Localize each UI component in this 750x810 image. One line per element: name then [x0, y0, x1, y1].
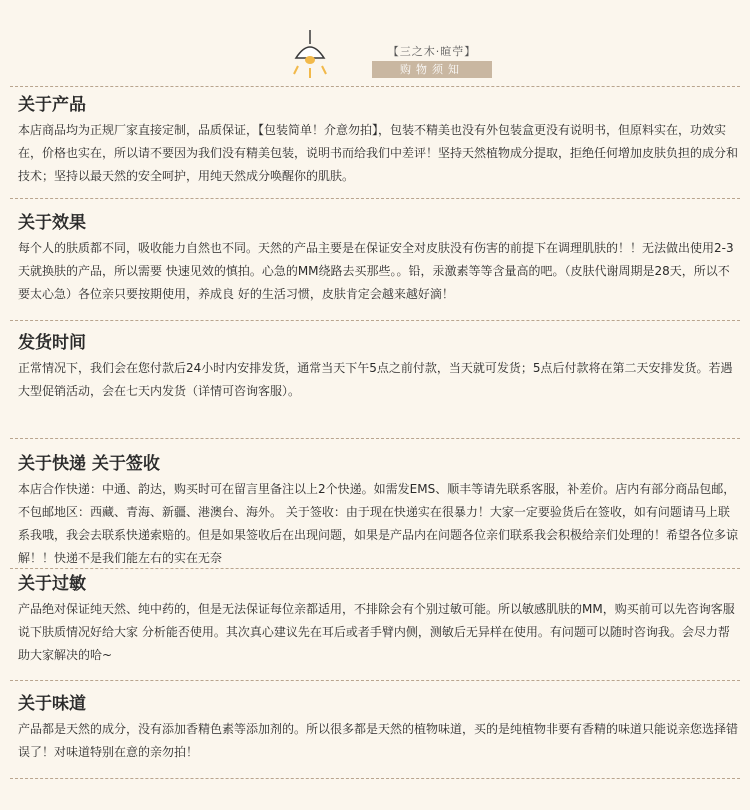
- notice-title: 购物须知: [372, 61, 492, 78]
- section-body: 产品都是天然的成分，没有添加香精色素等添加剂的。所以很多都是天然的植物味道，买的是纯植物非要有香精的味道只能说亲您选择错误了！对味道特别在意的亲勿拍！: [18, 722, 739, 759]
- section-title: 关于产品: [18, 95, 86, 115]
- section-body: 本店商品均为正规厂家直接定制，品质保证，【包装简单！介意勿拍】，包装不精美也没有外包装盒更没有说明书，但原料实在，功效实在，价格也实在，所以请不要因为我们没有精美包装，说明书而给我们中差评！坚持天然植物成分提取，拒绝任何增加皮肤负担的成分和技术；坚持以最天然的安全呵护，用纯天然成分唤醒你的肌肤。: [18, 123, 739, 183]
- header: [0, 0, 750, 86]
- section-title: 关于效果: [18, 213, 86, 233]
- section-title: 发货时间: [18, 333, 86, 353]
- section-body: 正常情况下，我们会在您付款后24小时内安排发货，通常当天下午5点之前付款，当天就可发货；5点后付款将在第二天安排发货。若遇大型促销活动，会在七天内发货（详情可咨询客服）。: [18, 361, 733, 398]
- section-effect: [10, 212, 740, 306]
- section-title: 关于快递 关于签收: [18, 454, 160, 474]
- divider: [10, 568, 740, 569]
- section-title: 关于过敏: [18, 574, 86, 594]
- divider: [10, 438, 740, 439]
- section-title: 关于味道: [18, 694, 86, 714]
- divider: [10, 680, 740, 681]
- section-shipping-time: [10, 332, 740, 403]
- section-product: [10, 94, 740, 188]
- divider: [10, 778, 740, 779]
- section-allergy: [10, 573, 740, 667]
- section-body: 每个人的肤质都不同，吸收能力自然也不同。天然的产品主要是在保证安全对皮肤没有伤害的前提下在调理肌肤的！！无法做出使用2-3天就换肤的产品，所以需要 快速见效的慎拍。心急的MM绕路去买那些。。铅，汞激素等等含量高的吧。（皮肤代谢周期是28天，所以不要太心急）各位亲只要按期使用，养成良 好的生活习惯，皮肤肯定会越来越好滴！: [18, 241, 734, 301]
- section-smell: [10, 693, 740, 764]
- section-body: 产品绝对保证纯天然、纯中药的，但是无法保证每位亲都适用，不排除会有个别过敏可能。所以敏感肌肤的MM，购买前可以先咨询客服说下肤质情况好给大家 分析能否使用。其次真心建议先在耳后或者手臂内侧，测敏后无异样在使用。有问题可以随时咨询我。会尽力帮助大家解决的哈~: [18, 602, 735, 662]
- section-body: 本店合作快递：中通、韵达，购买时可在留言里备注以上2个快递。如需发EMS、顺丰等请先联系客服，补差价。店内有部分商品包邮，不包邮地区：西藏、青海、新疆、港澳台、海外。 关于签收：由于现在快递实在很暴力！大家一定要验货后在签收，如有问题请马上联系我哦，我会去联系快递索赔的。但是如果签收后在出现问题，如果是产品内在问题各位亲们联系我会积极给亲们处理的！希望各位多谅解！！快递不是我们能左右的实在无奈: [18, 482, 739, 565]
- divider: [10, 320, 740, 321]
- brand-name: 【三之木·暄苧】: [387, 45, 477, 58]
- section-delivery-signing: [10, 453, 740, 570]
- divider: [10, 86, 740, 87]
- divider: [10, 198, 740, 199]
- pendant-lamp-icon: [288, 30, 332, 84]
